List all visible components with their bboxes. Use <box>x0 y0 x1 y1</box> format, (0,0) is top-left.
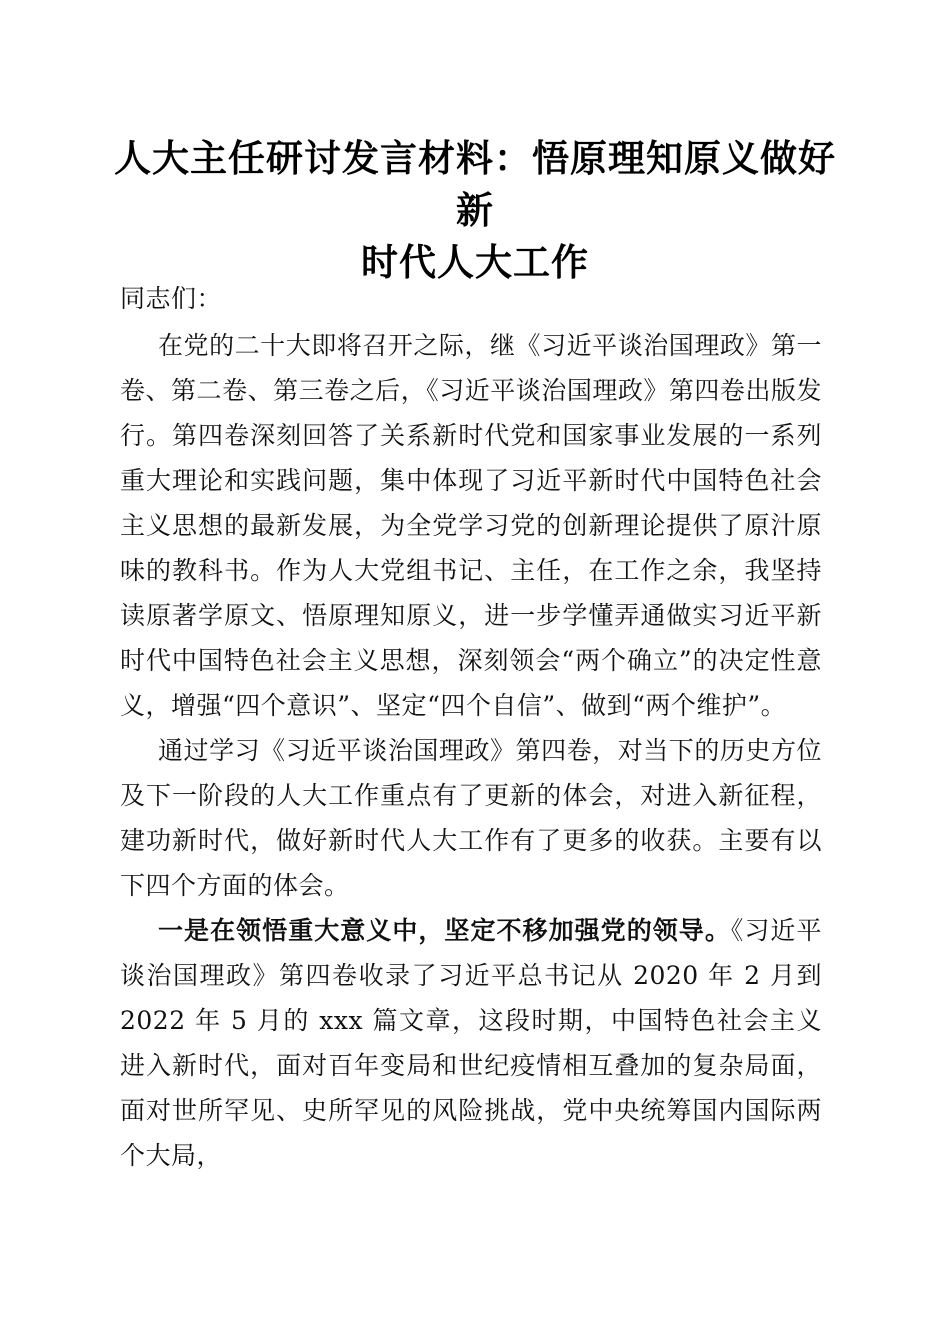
paragraph-3-text: 《习近平谈治国理政》第四卷收录了习近平总书记从 2020 年 2 月到 2022 年 5 月的 xxx 篇文章，这段时期，中国特色社会主义进入新时代，面对百年变局和世纪疫情相互叠加的复杂局面，面对世所罕见、史所罕见的风险挑战，党中央统筹国内国际两个大局， <box>120 916 822 1170</box>
paragraph-3 <box>120 908 822 1178</box>
document-body <box>120 276 822 1178</box>
salutation: 同志们： <box>120 284 223 313</box>
paragraph-2: 通过学习《习近平谈治国理政》第四卷，对当下的历史方位及下一阶段的人大工作重点有了更新的体会，对进入新征程，建功新时代，做好新时代人大工作有了更多的收获。主要有以下四个方面的体会。 <box>120 736 822 900</box>
paragraph-3-heading: 一是在领悟重大意义中，坚定不移加强党的领导。 <box>158 916 731 945</box>
title-line-2: 时代人大工作 <box>361 240 589 284</box>
title-line-1: 人大主任研讨发言材料：悟原理知原义做好新 <box>114 136 836 232</box>
document-title <box>110 132 840 288</box>
paragraph-1: 在党的二十大即将召开之际，继《习近平谈治国理政》第一卷、第二卷、第三卷之后，《习近平谈治国理政》第四卷出版发行。第四卷深刻回答了关系新时代党和国家事业发展的一系列重大理论和实践问题，集中体现了习近平新时代中国特色社会主义思想的最新发展，为全党学习党的创新理论提供了原汁原味的教科书。作为人大党组书记、主任，在工作之余，我坚持读原著学原文、悟原理知原义，进一步学懂弄通做实习近平新时代中国特色社会主义思想，深刻领会“两个确立”的决定性意义，增强“四个意识”、坚定“四个自信”、做到“两个维护”。 <box>120 331 822 720</box>
